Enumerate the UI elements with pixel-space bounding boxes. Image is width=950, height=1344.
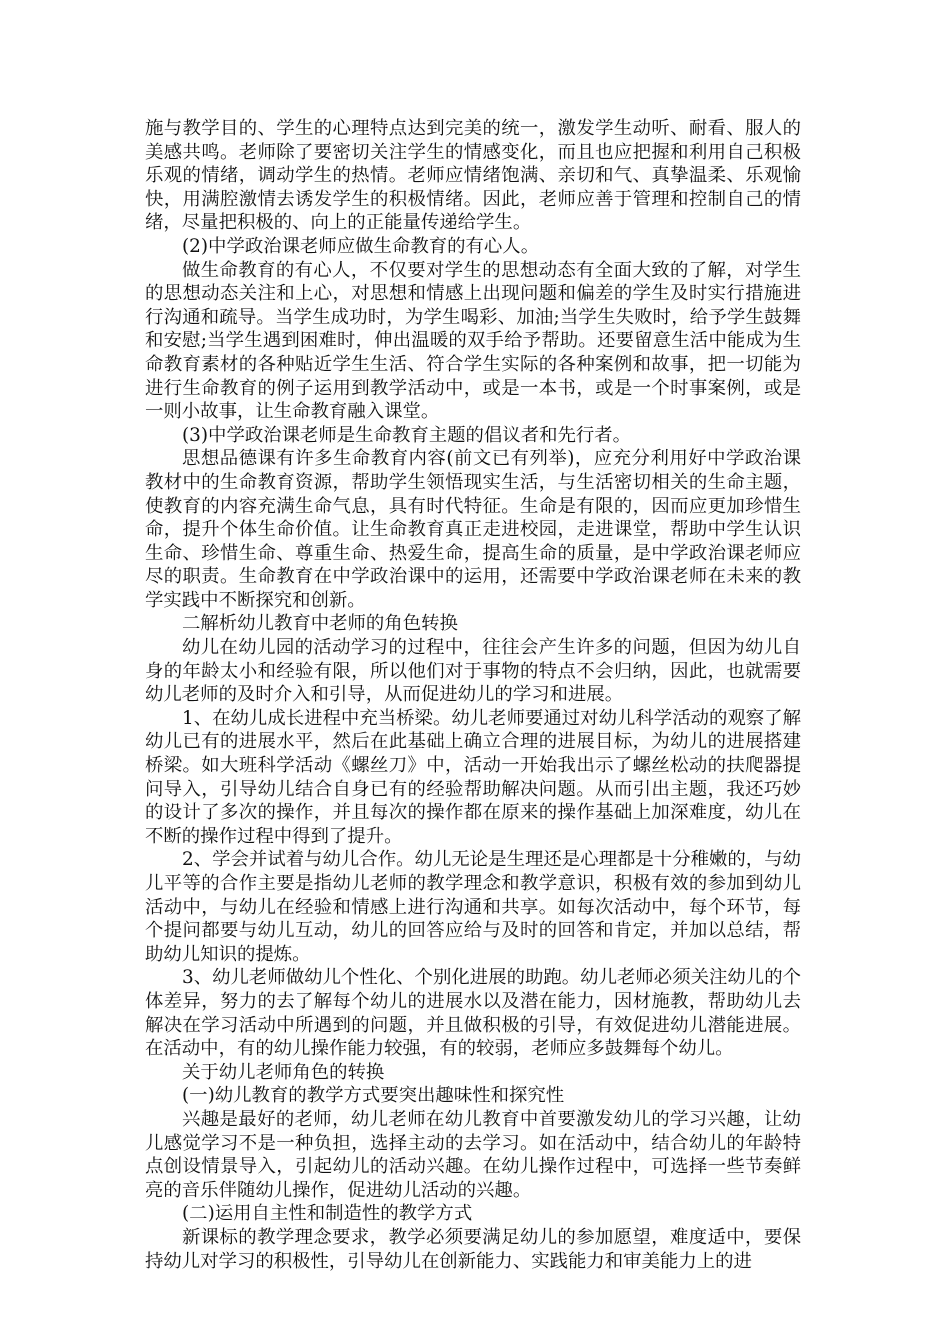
paragraph: 新课标的教学理念要求，教学必须要满足幼儿的参加愿望，难度适中，要保持幼儿对学习的积极性，引导幼儿在创新能力、实践能力和审美能力上的进 — [145, 1226, 801, 1272]
paragraph: 幼儿在幼儿园的活动学习的过程中，往往会产生许多的问题，但因为幼儿自身的年龄太小和经验有限，所以他们对于事物的特点不会归纳，因此，也就需要幼儿老师的及时介入和引导，从而促进幼儿的学习和进展。 — [145, 637, 801, 706]
paragraph: 做生命教育的有心人，不仅要对学生的思想动态有全面大致的了解，对学生的思想动态关注和上心，对思想和情感上出现问题和偏差的学生及时实行措施进行沟通和疏导。当学生成功时，为学生喝彩、加油;当学生失败时，给予学生鼓舞和安慰;当学生遇到困难时，伸出温暖的双手给予帮助。还要留意生活中能成为生命教育素材的各种贴近学生生活、符合学生实际的各种案例和故事，把一切能为进行生命教育的例子运用到教学活动中，或是一本书，或是一个时事案例，或是一则小故事，让生命教育融入课堂。 — [145, 259, 801, 423]
paragraph: 3、幼儿老师做幼儿个性化、个别化进展的助跑。幼儿老师必须关注幼儿的个体差异，努力的去了解每个幼儿的进展水以及潜在能力，因材施教，帮助幼儿去解决在学习活动中所遇到的问题，并且做积极的引导，有效促进幼儿潜能进展。在活动中，有的幼儿操作能力较强，有的较弱，老师应多鼓舞每个幼儿。 — [145, 967, 801, 1060]
paragraph: 2、学会并试着与幼儿合作。幼儿无论是生理还是心理都是十分稚嫩的，与幼儿平等的合作主要是指幼儿老师的教学理念和教学意识，积极有效的参加到幼儿活动中，与幼儿在经验和情感上进行沟通和共享。如每次活动中，每个环节，每个提问都要与幼儿互动，幼儿的回答应给与及时的回答和肯定，并加以总结，帮助幼儿知识的提炼。 — [145, 849, 801, 965]
paragraph: 兴趣是最好的老师，幼儿老师在幼儿教育中首要激发幼儿的学习兴趣，让幼儿感觉学习不是一种负担，选择主动的去学习。如在活动中，结合幼儿的年龄特点创设情景导入，引起幼儿的活动兴趣。在幼儿操作过程中，可选择一些节奏鲜亮的音乐伴随幼儿操作，促进幼儿活动的兴趣。 — [145, 1108, 801, 1201]
section-heading: (一)幼儿教育的教学方式要突出趣味性和探究性 — [182, 1085, 565, 1107]
document-body — [145, 117, 801, 1273]
section-heading: (2)中学政治课老师应做生命教育的有心人。 — [182, 235, 540, 257]
section-heading: (二)运用自主性和制造性的教学方式 — [182, 1203, 473, 1225]
paragraph: 1、在幼儿成长进程中充当桥梁。幼儿老师要通过对幼儿科学活动的观察了解幼儿已有的进展水平，然后在此基础上确立合理的进展目标，为幼儿的进展搭建桥梁。如大班科学活动《螺丝刀》中，活动一开始我出示了螺丝松动的扶爬器提问导入，引导幼儿结合自身已有的经验帮助解决问题。从而引出主题，我还巧妙的设计了多次的操作，并且每次的操作都在原来的操作基础上加深难度，幼儿在不断的操作过程中得到了提升。 — [145, 707, 801, 847]
paragraph: 思想品德课有许多生命教育内容(前文已有列举)，应充分利用好中学政治课教材中的生命教育资源，帮助学生领悟现实生活，与生活密切相关的生命主题，使教育的内容充满生命气息，具有时代特征。生命是有限的，因而应更加珍惜生命，提升个体生命价值。让生命教育真正走进校园，走进课堂，帮助中学生认识生命、珍惜生命、尊重生命、热爱生命，提高生命的质量，是中学政治课老师应尽的职责。生命教育在中学政治课中的运用，还需要中学政治课老师在未来的教学实践中不断探究和创新。 — [145, 448, 801, 611]
section-heading: (3)中学政治课老师是生命教育主题的倡议者和先行者。 — [182, 424, 632, 446]
section-heading: 二解析幼儿教育中老师的角色转换 — [182, 613, 458, 635]
paragraph: 施与教学目的、学生的心理特点达到完美的统一，激发学生动听、耐看、服人的美感共鸣。老师除了要密切关注学生的情感变化，而且也应把握和利用自己积极乐观的情绪，调动学生的热情。老师应情绪饱满、亲切和气、真挚温柔、乐观愉快，用满腔激情去诱发学生的积极情绪。因此，老师应善于管理和控制自己的情绪，尽量把积极的、向上的正能量传递给学生。 — [145, 118, 801, 234]
section-heading: 关于幼儿老师角色的转换 — [182, 1061, 385, 1083]
